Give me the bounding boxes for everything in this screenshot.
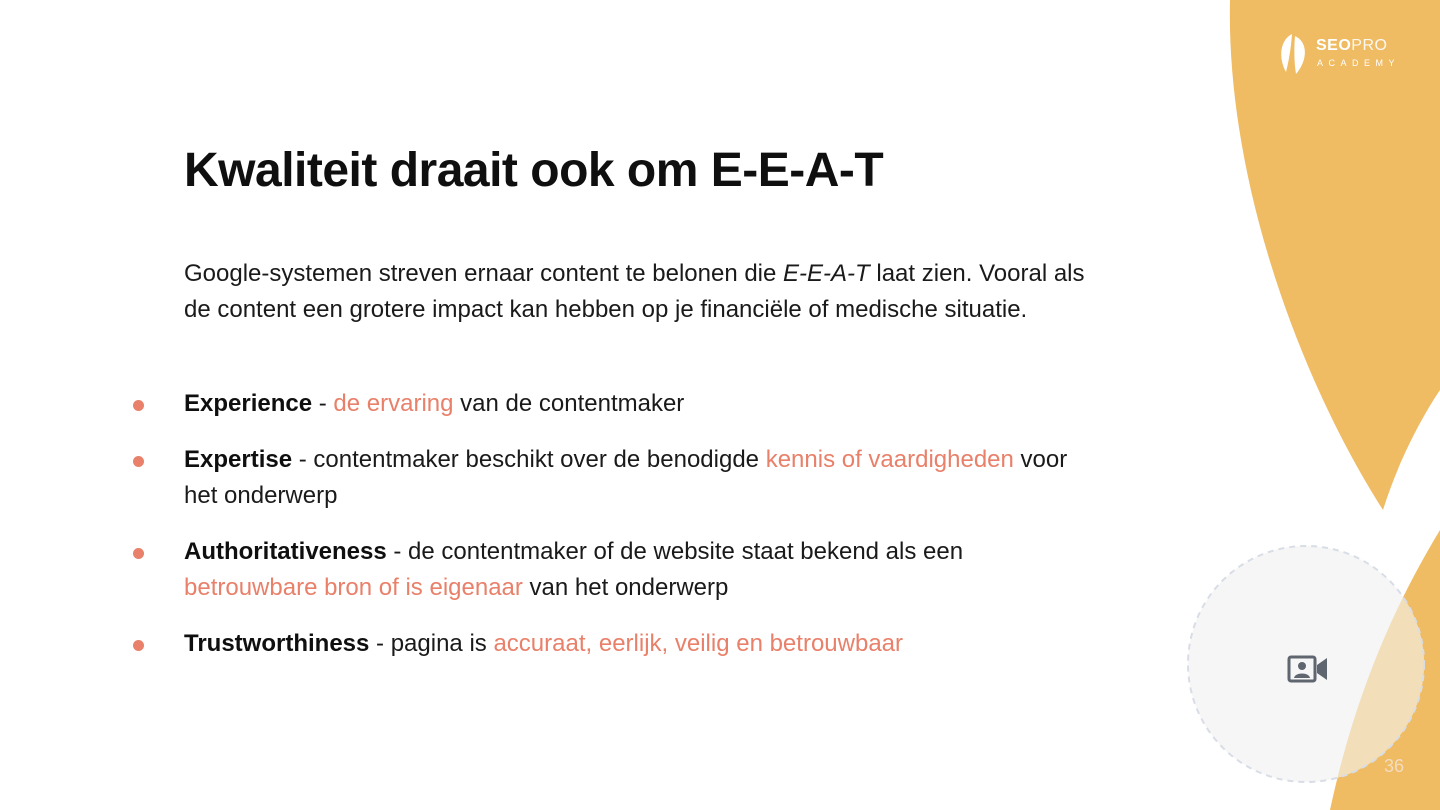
bullet-dot bbox=[133, 548, 144, 559]
seo-pro-academy-logo bbox=[1276, 30, 1406, 78]
logo-wordmark: SEOPRO bbox=[1316, 37, 1388, 54]
eeat-term: E-E-A-T bbox=[783, 260, 870, 287]
video-camera-icon[interactable] bbox=[1287, 651, 1329, 687]
bullet-authoritativeness: Authoritativeness - de contentmaker of de website staat bekend als een betrouwbare bron of is eigenaar van het onderwerp bbox=[132, 534, 1092, 606]
bullet-dot bbox=[133, 400, 144, 411]
intro-paragraph: Google-systemen streven ernaar content te belonen die E-E-A-T laat zien. Vooral als de content een grotere impact kan hebben op je financiële of medische situatie. bbox=[184, 260, 1085, 323]
seo-pro-leaf-icon bbox=[1276, 30, 1312, 78]
logo-subtitle: ACADEMY bbox=[1317, 58, 1401, 68]
page-number: 36 bbox=[1384, 756, 1405, 776]
bullet-expertise: Expertise - contentmaker beschikt over de benodigde kennis of vaardigheden voor het onderwerp bbox=[132, 442, 1092, 514]
bullet-dot bbox=[133, 456, 144, 467]
bullet-experience: Experience - de ervaring van de contentmaker bbox=[132, 386, 1092, 422]
eeat-bullet-list bbox=[132, 386, 1092, 682]
bullet-dot bbox=[133, 640, 144, 651]
slide-title: Kwaliteit draait ook om E-E-A-T bbox=[184, 144, 884, 197]
bullet-trustworthiness: Trustworthiness - pagina is accuraat, eerlijk, veilig en betrouwbaar bbox=[132, 626, 1092, 662]
